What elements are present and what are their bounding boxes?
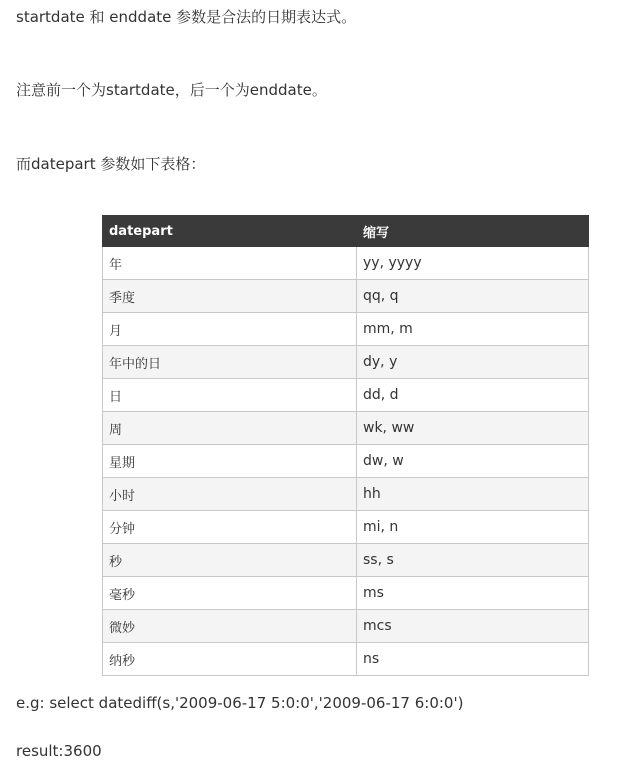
abbreviation-cell: hh xyxy=(357,478,589,511)
abbreviation-cell: mi, n xyxy=(357,511,589,544)
table-row xyxy=(103,610,589,643)
table-row xyxy=(103,544,589,577)
datepart-cell: 星期 xyxy=(103,445,357,478)
table-row xyxy=(103,313,589,346)
abbreviation-cell: dw, w xyxy=(357,445,589,478)
abbreviation-cell: mcs xyxy=(357,610,589,643)
table-row xyxy=(103,511,589,544)
header-datepart: datepart xyxy=(103,216,357,247)
abbreviation-cell: qq, q xyxy=(357,280,589,313)
abbreviation-cell: ns xyxy=(357,643,589,676)
abbreviation-cell: dd, d xyxy=(357,379,589,412)
datepart-cell: 年中的日 xyxy=(103,346,357,379)
abbreviation-cell: yy, yyyy xyxy=(357,247,589,280)
intro-paragraph-2: 注意前一个为startdate，后一个为enddate。 xyxy=(16,81,327,99)
datepart-cell: 纳秒 xyxy=(103,643,357,676)
table-row xyxy=(103,643,589,676)
abbreviation-cell: ss, s xyxy=(357,544,589,577)
datepart-cell: 小时 xyxy=(103,478,357,511)
datepart-cell: 微妙 xyxy=(103,610,357,643)
table-row xyxy=(103,280,589,313)
table-row xyxy=(103,445,589,478)
datepart-cell: 月 xyxy=(103,313,357,346)
example-code: e.g: select datediff(s,'2009-06-17 5:0:0','2009-06-17 6:0:0') xyxy=(16,694,464,712)
abbreviation-cell: mm, m xyxy=(357,313,589,346)
table-row xyxy=(103,478,589,511)
intro-paragraph-1: startdate 和 enddate 参数是合法的日期表达式。 xyxy=(16,8,357,26)
table-row xyxy=(103,379,589,412)
datepart-cell: 季度 xyxy=(103,280,357,313)
abbreviation-cell: wk, ww xyxy=(357,412,589,445)
table-header-row xyxy=(103,216,589,247)
datepart-cell: 分钟 xyxy=(103,511,357,544)
datepart-cell: 日 xyxy=(103,379,357,412)
datepart-table xyxy=(102,215,589,676)
datepart-cell: 年 xyxy=(103,247,357,280)
abbreviation-cell: dy, y xyxy=(357,346,589,379)
datepart-cell: 秒 xyxy=(103,544,357,577)
header-abbreviation: 缩写 xyxy=(357,216,589,247)
datepart-cell: 周 xyxy=(103,412,357,445)
table-row xyxy=(103,346,589,379)
table-row xyxy=(103,247,589,280)
abbreviation-cell: ms xyxy=(357,577,589,610)
datepart-cell: 毫秒 xyxy=(103,577,357,610)
example-result: result:3600 xyxy=(16,742,102,760)
table-row xyxy=(103,412,589,445)
intro-paragraph-3: 而datepart 参数如下表格： xyxy=(16,155,206,173)
table-row xyxy=(103,577,589,610)
